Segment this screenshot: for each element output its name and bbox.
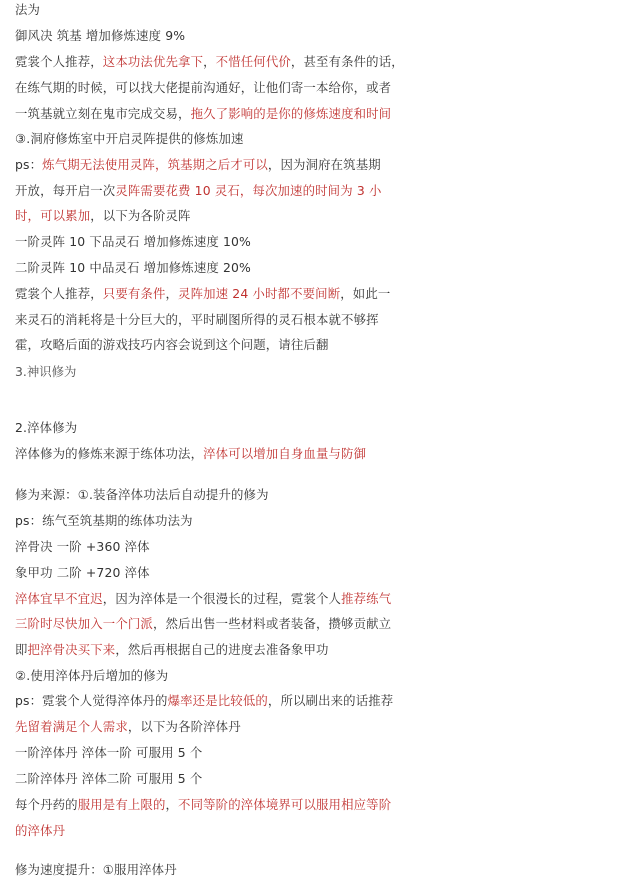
body-text: 在练气期的时候，可以找大佬提前沟通好，让他们寄一本给你，或者: [15, 80, 392, 95]
body-text: 二阶灵阵 10 中品灵石 增加修炼速度 20%: [15, 260, 251, 275]
body-text: 霓裳个人推荐，: [15, 54, 103, 69]
body-text: 即: [15, 642, 28, 657]
text-line: [15, 445, 366, 463]
text-line: [15, 105, 391, 123]
text-line: [15, 641, 329, 659]
body-text: ps：: [15, 157, 43, 172]
body-text: ps：霓裳个人觉得淬体丹的: [15, 693, 168, 708]
body-text: ，: [203, 54, 216, 69]
text-line: [15, 419, 77, 437]
highlight-text: 炼气期无法使用灵阵，筑基期之后才可以: [42, 157, 268, 172]
body-text: 象甲功 二阶 +720 淬体: [15, 565, 150, 580]
body-text: 霓裳个人推荐，: [15, 286, 103, 301]
highlight-text: 淬体可以增加自身血量与防御: [203, 446, 367, 461]
text-line: [15, 692, 393, 710]
text-line: [15, 861, 177, 879]
body-text: ，: [165, 797, 179, 812]
highlight-text: 把淬骨决买下来: [27, 642, 116, 657]
text-line: [15, 53, 404, 71]
highlight-text: 淬体宜早不宜迟: [15, 591, 103, 606]
cut-off-heading-text: 3.神识修为: [15, 364, 77, 379]
highlight-text: 先留着满足个人需求: [15, 719, 128, 734]
body-text: 2.淬体修为: [15, 420, 78, 435]
body-text: 一阶灵阵 10 下品灵石 增加修炼速度 10%: [15, 234, 251, 249]
body-text: 二阶淬体丹 淬体二阶 可服用 5 个: [15, 771, 203, 786]
text-line: [15, 259, 251, 277]
body-text: ，然后出售一些材料或者装备，攒够贡献立: [152, 616, 392, 631]
text-line: [15, 207, 191, 225]
text-line: [15, 718, 241, 736]
body-text: 修为来源：①.装备淬体功法后自动提升的修为: [15, 487, 269, 502]
text-line: [15, 744, 202, 762]
text-line: [15, 615, 391, 633]
text-line: [15, 130, 244, 148]
text-line: [15, 822, 65, 840]
body-text: ，因为洞府在筑基期: [267, 157, 381, 172]
highlight-text: 三阶时尽快加入一个门派: [15, 616, 153, 631]
body-text: 霍，攻略后面的游戏技巧内容会说到这个问题，请往后翻: [15, 337, 329, 352]
highlight-text: 这本功法优先拿下: [102, 54, 204, 69]
body-text: ps：练气至筑基期的练体功法为: [15, 513, 193, 528]
body-text: 开放，每开启一次: [15, 183, 116, 198]
body-text: ③.洞府修炼室中开启灵阵提供的修炼加速: [15, 131, 244, 146]
highlight-text: 不同等阶的淬体境界可以服用相应等阶: [178, 797, 392, 812]
text-line: [15, 156, 381, 174]
body-text: ，甚至有条件的话，: [290, 54, 404, 69]
text-line: [15, 233, 251, 251]
text-line: [15, 590, 391, 608]
highlight-text: 的淬体丹: [15, 823, 66, 838]
body-text: 一筑基就立刻在鬼市完成交易，: [15, 106, 191, 121]
text-line: [15, 512, 193, 530]
cut-off-heading-fragment: [15, 364, 77, 382]
text-line: [15, 285, 390, 303]
body-text: ，以下为各阶灵阵: [90, 208, 191, 223]
body-text: 法为: [15, 2, 41, 17]
highlight-text: 灵阵加速 24 小时都不要间断: [178, 286, 341, 301]
body-text: ，如此一: [340, 286, 391, 301]
highlight-text: 拖久了影响的是你的修炼速度和时间: [190, 106, 392, 121]
highlight-text: 时，可以累加: [15, 208, 91, 223]
body-text: 淬体修为的修炼来源于练体功法，: [15, 446, 204, 461]
body-text: 每个丹药的: [15, 797, 78, 812]
text-line: [15, 486, 269, 504]
text-line: [15, 770, 202, 788]
text-line: [15, 311, 379, 329]
body-text: ，以下为各阶淬体丹: [127, 719, 241, 734]
text-line: [15, 796, 391, 814]
body-text: ②.使用淬体丹后增加的修为: [15, 668, 169, 683]
highlight-text: 爆率还是比较低的: [167, 693, 268, 708]
text-line: [15, 27, 185, 45]
highlight-text: 推荐练气: [341, 591, 392, 606]
text-line: [15, 667, 168, 685]
body-text: 御风决 筑基 增加修炼速度 9%: [15, 28, 186, 43]
highlight-text: 服用是有上限的: [77, 797, 166, 812]
highlight-text: 灵阵需要花费 10 灵石，每次加速的时间为 3 小: [115, 183, 382, 198]
text-line: [15, 79, 391, 97]
body-text: ，: [165, 286, 179, 301]
body-text: 淬骨决 一阶 +360 淬体: [15, 539, 150, 554]
text-line: [15, 182, 382, 200]
body-text: ，因为淬体是一个很漫长的过程，霓裳个人: [102, 591, 342, 606]
text-line: [15, 538, 150, 556]
text-line: [15, 564, 150, 582]
text-line: [15, 1, 40, 19]
body-text: ，所以刷出来的话推荐: [267, 693, 394, 708]
text-line: [15, 336, 329, 354]
body-text: 修为速度提升：①服用淬体丹: [15, 862, 177, 877]
body-text: ，然后再根据自己的进度去准备象甲功: [115, 642, 329, 657]
highlight-text: 只要有条件: [102, 286, 166, 301]
body-text: 来灵石的消耗将是十分巨大的，平时刷图所得的灵石根本就不够挥: [15, 312, 379, 327]
body-text: 一阶淬体丹 淬体一阶 可服用 5 个: [15, 745, 203, 760]
highlight-text: 不惜任何代价: [215, 54, 291, 69]
